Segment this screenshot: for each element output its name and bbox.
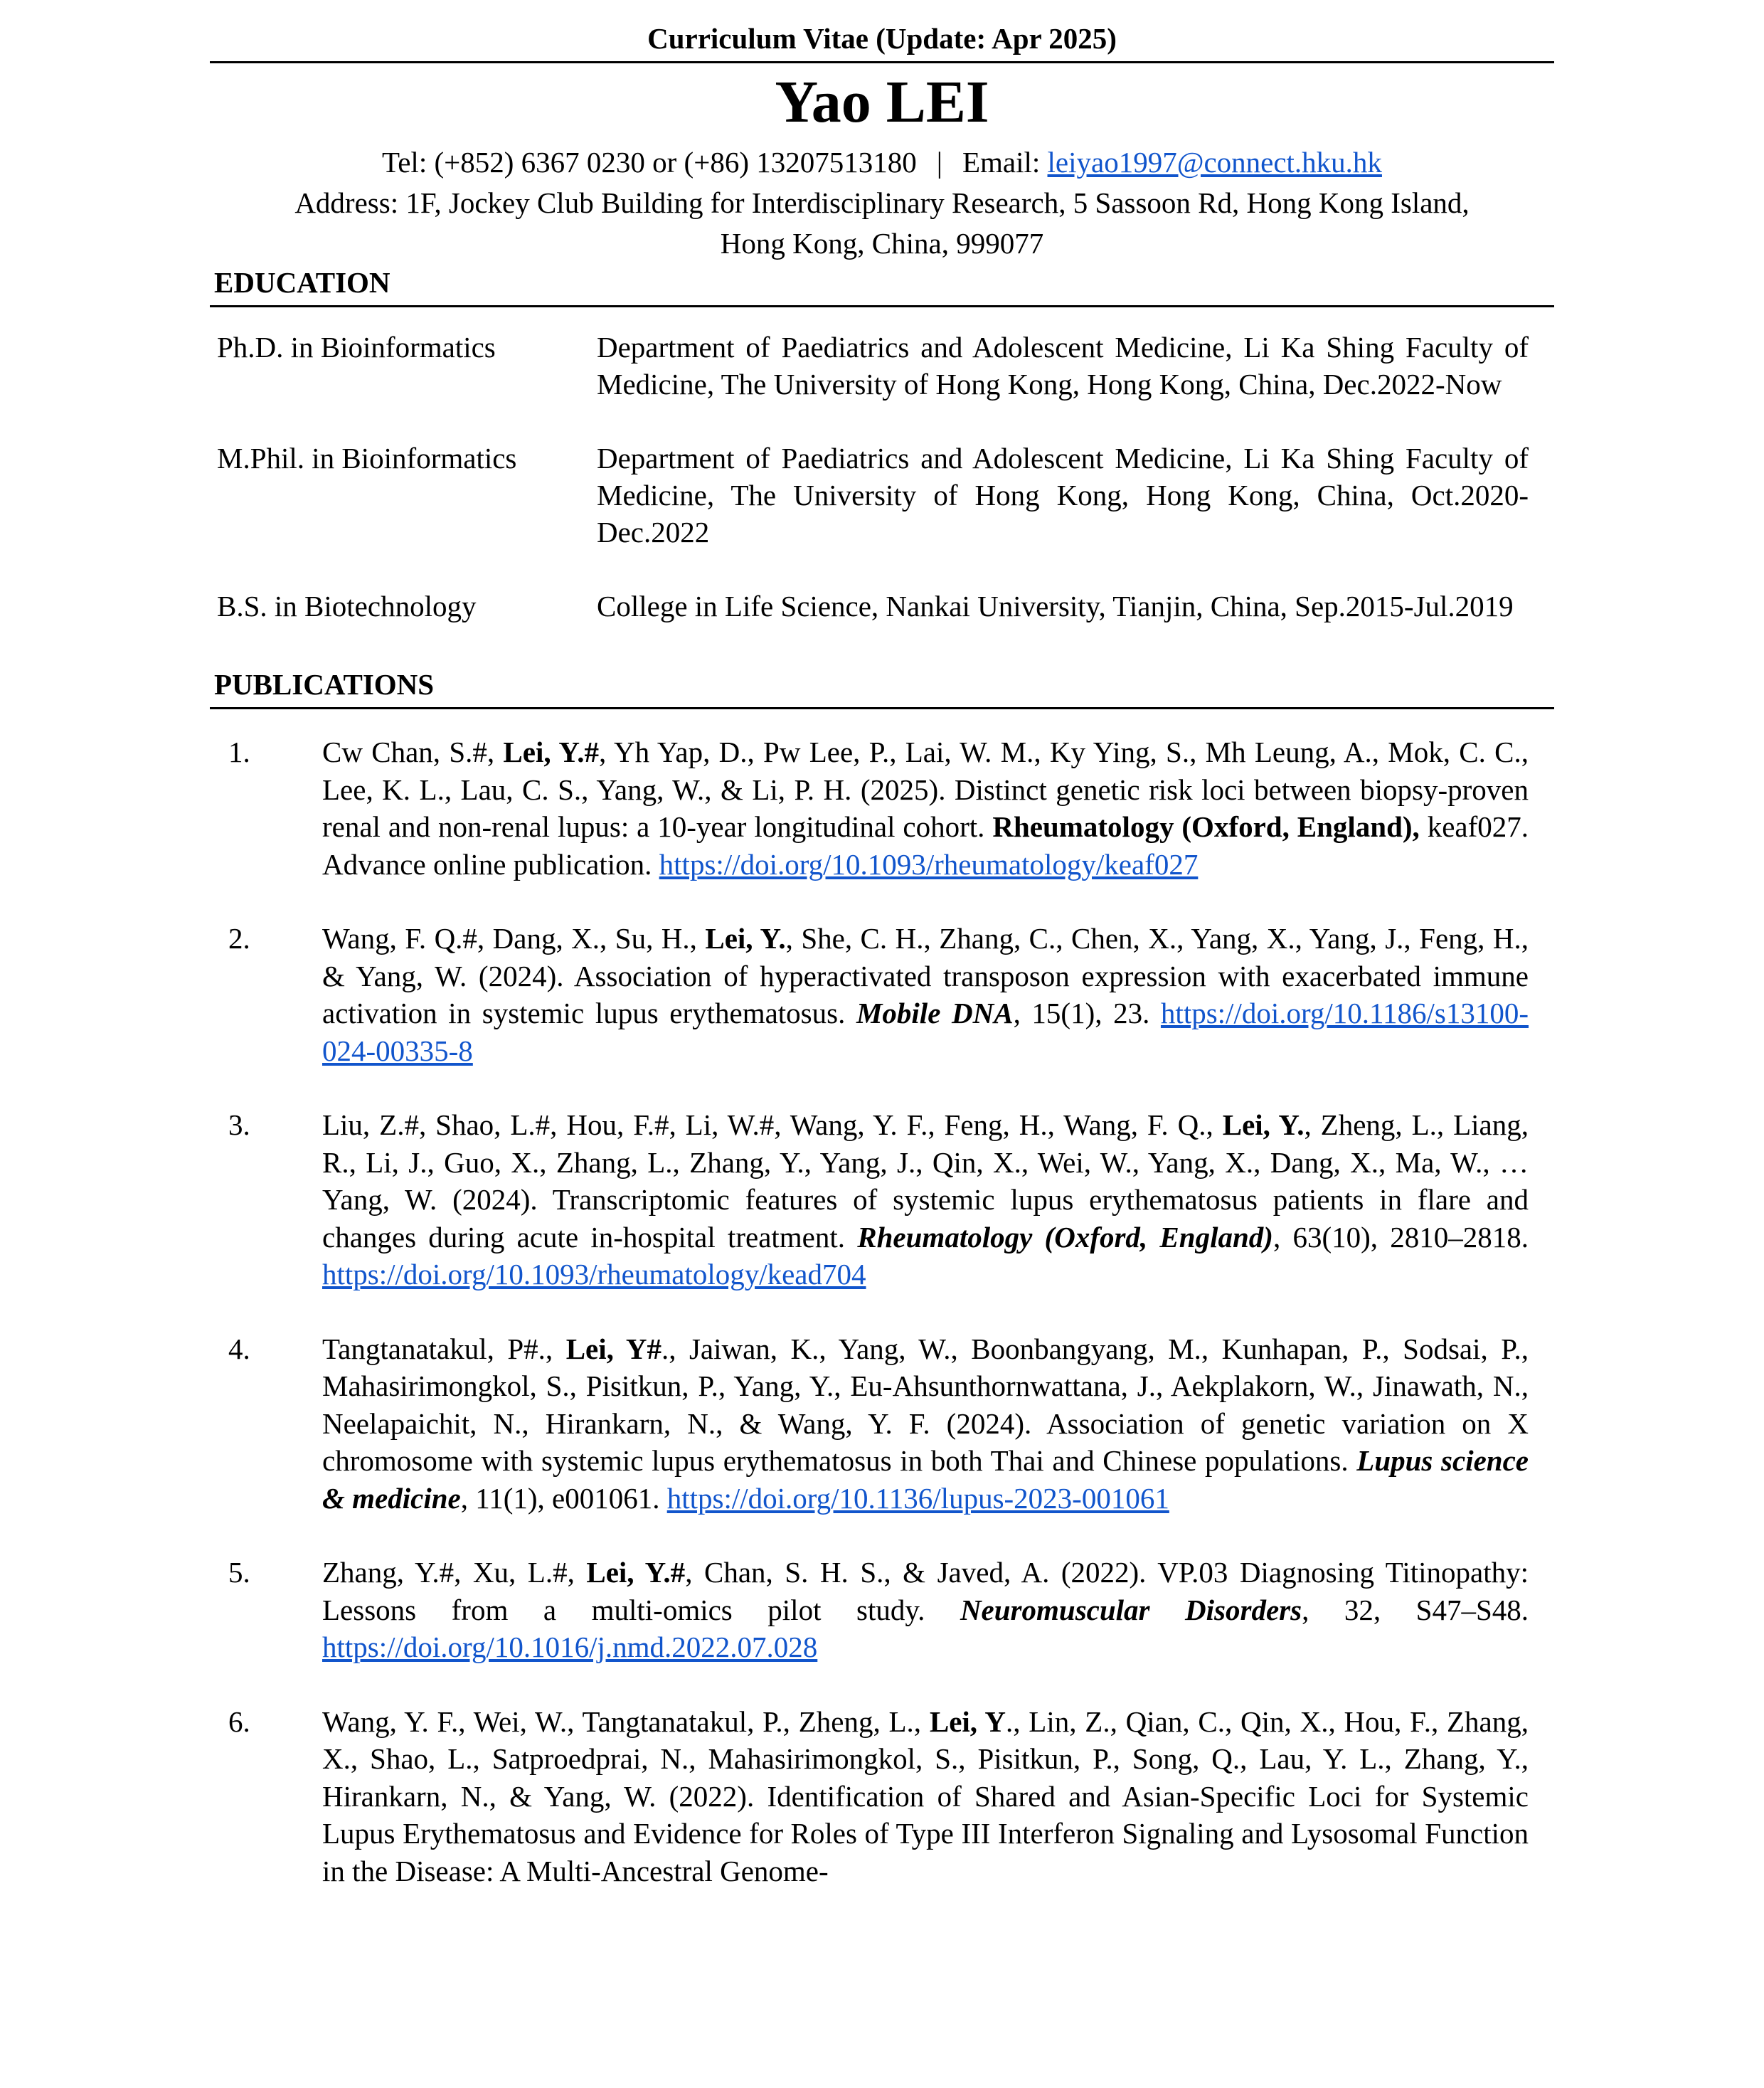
publication-number: 1. [228,736,250,768]
publication-number: 2. [228,922,250,955]
contact-separator: | [936,146,942,179]
publication-entry [210,920,1554,1069]
pub-authors-post: , She, C. H., Zhang, C., Chen, X., Yang, X., Yang, J., Feng, H., & Yang, W. (2024). Association of hyperactivated transposon expression with exacerbated immune activation in systemic lupus erythematosus. [322,922,1529,1029]
education-entry [210,588,1554,625]
education-degree: M.Phil. in Bioinformatics [217,442,517,475]
pub-authors-post: , Zheng, L., Liang, R., Li, J., Guo, X., Zhang, L., Zhang, Y., Yang, J., Qin, X., Wei, W., Yang, X., Dang, X., Ma, W., … Yang, W. (2024). Transcriptomic features of systemic lupus erythematosus patients in flare and changes during acute in-hospital treatment. [322,1108,1529,1254]
pub-authors-post: , Yh Yap, D., Pw Lee, P., Lai, W. M., Ky Ying, S., Mh Leung, A., Mok, C. C., Lee, K. L., Lau, C. S., Yang, W., & Li, P. H. (2025). Distinct genetic risk loci between biopsy-proven renal and non-renal lupus: a 10-year longitudinal cohort. [322,736,1529,843]
document-header: Curriculum Vitae (Update: Apr 2025) [210,17,1554,63]
publication-citation [322,920,1529,1069]
pub-self-author: Lei, Y# [565,1332,662,1365]
pub-journal: Lupus science & medicine [322,1444,1529,1515]
education-degree: B.S. in Biotechnology [217,590,477,622]
education-heading: EDUCATION [210,264,1554,307]
pub-rest: , 15(1), 23. [1013,997,1161,1029]
pub-self-author: Lei, Y.# [503,736,599,768]
address [210,183,1554,264]
pub-authors-pre: Zhang, Y.#, Xu, L.#, [322,1556,587,1589]
pub-self-author: Lei, Y [929,1705,1006,1738]
education-detail: Department of Paediatrics and Adolescent Medicine, Li Ka Shing Faculty of Medicine, The University of Hong Kong, Hong Kong, China, Oct.2020-Dec.2022 [597,442,1529,549]
pub-self-author: Lei, Y. [705,922,786,955]
contact-line [210,142,1554,183]
publication-number: 4. [228,1332,250,1365]
pub-authors-post: ., Lin, Z., Qian, C., Qin, X., Hou, F., Zhang, X., Shao, L., Satproedprai, N., Mahasirimongkol, S., Pisitkun, P., Song, Q., Lau, Y. L., Zhang, Y., Hirankarn, N., & Yang, W. (2022). Identification of Shared and Asian-Specific Loci for Systemic Lupus Erythematosus and Evidence for Roles of Type III Interferon Signaling and Lysosomal Function in the Disease: A Multi-Ancestral Genome- [322,1705,1529,1887]
publication-entry [210,1703,1554,1890]
pub-self-author: Lei, Y. [1222,1108,1305,1141]
pub-rest: keaf027. Advance online publication. [322,810,1529,881]
publication-citation [322,733,1529,883]
pub-self-author: Lei, Y.# [586,1556,686,1589]
person-name: Yao LEI [775,69,989,135]
publication-entry [210,1330,1554,1517]
pub-authors-pre: Wang, Y. F., Wei, W., Tangtanatakul, P., Zheng, L., [322,1705,930,1738]
pub-journal: Neuromuscular Disorders [960,1593,1302,1626]
education-degree: Ph.D. in Bioinformatics [217,331,496,364]
publication-citation [322,1330,1529,1517]
publication-citation [322,1554,1529,1666]
pub-authors-pre: Wang, F. Q.#, Dang, X., Su, H., [322,922,706,955]
cv-content [210,17,1554,1927]
publication-citation [322,1106,1529,1293]
pub-journal: Rheumatology (Oxford, England), [992,810,1420,843]
pub-doi-link[interactable]: https://doi.org/10.1093/rheumatology/keaf027 [659,847,1199,881]
publication-number: 3. [228,1108,250,1141]
education-entry [210,329,1554,403]
education-entry [210,440,1554,551]
pub-rest: , 63(10), 2810–2818. [1272,1220,1529,1254]
education-list [210,329,1554,625]
publication-citation [322,1703,1529,1890]
education-detail: Department of Paediatrics and Adolescent Medicine, Li Ka Shing Faculty of Medicine, The University of Hong Kong, Hong Kong, China, Dec.2022-Now [597,331,1529,401]
publication-entry [210,1106,1554,1293]
publication-list [210,733,1554,1890]
telephone: Tel: (+852) 6367 0230 or (+86) 13207513180 [382,146,917,179]
address-line-2: Hong Kong, China, 999077 [720,227,1044,260]
pub-rest: , 11(1), e001061. [460,1481,667,1515]
publication-entry [210,733,1554,883]
address-line-1: Address: 1F, Jockey Club Building for Interdisciplinary Research, 5 Sassoon Rd, Hong Kong Island, [294,186,1470,219]
pub-authors-pre: Tangtanatakul, P#., [322,1332,566,1365]
pub-authors-pre: Liu, Z.#, Shao, L.#, Hou, F.#, Li, W.#, Wang, Y. F., Feng, H., Wang, F. Q., [322,1108,1223,1141]
email-link[interactable]: leiyao1997@connect.hku.hk [1047,146,1382,179]
publication-number: 6. [228,1705,250,1738]
email-label: Email: [962,146,1048,179]
pub-rest: , 32, S47–S48. [1302,1593,1529,1626]
pub-authors-post: , Chan, S. H. S., & Javed, A. (2022). VP.03 Diagnosing Titinopathy: Lessons from a multi-omics pilot study. [322,1556,1529,1626]
pub-authors-pre: Cw Chan, S.#, [322,736,504,768]
pub-authors-post: ., Jaiwan, K., Yang, W., Boonbangyang, M., Kunhapan, P., Sodsai, P., Mahasirimongkol, S., Pisitkun, P., Yang, Y., Eu-Ahsunthornwattana, J., Aekplakorn, W., Jinawath, N., Neelapaichit, N., Hirankarn, N., & Wang, Y. F. (2024). Association of genetic variation on X chromosome with systemic lupus erythematosus in both Thai and Chinese populations. [322,1332,1529,1477]
pub-journal: Mobile DNA [856,997,1014,1029]
publication-entry [210,1554,1554,1666]
pub-journal: Rheumatology (Oxford, England) [857,1220,1273,1254]
pub-doi-link[interactable]: https://doi.org/10.1016/j.nmd.2022.07.028 [322,1631,818,1663]
publication-number: 5. [228,1556,250,1589]
education-detail: College in Life Science, Nankai University, Tianjin, China, Sep.2015-Jul.2019 [597,590,1514,622]
pub-doi-link[interactable]: https://doi.org/10.1136/lupus-2023-001061 [666,1481,1169,1515]
pub-doi-link[interactable]: https://doi.org/10.1093/rheumatology/kead704 [322,1258,866,1291]
pub-doi-link[interactable]: https://doi.org/10.1186/s13100-024-00335-8 [322,997,1529,1067]
publications-heading: PUBLICATIONS [210,666,1554,709]
